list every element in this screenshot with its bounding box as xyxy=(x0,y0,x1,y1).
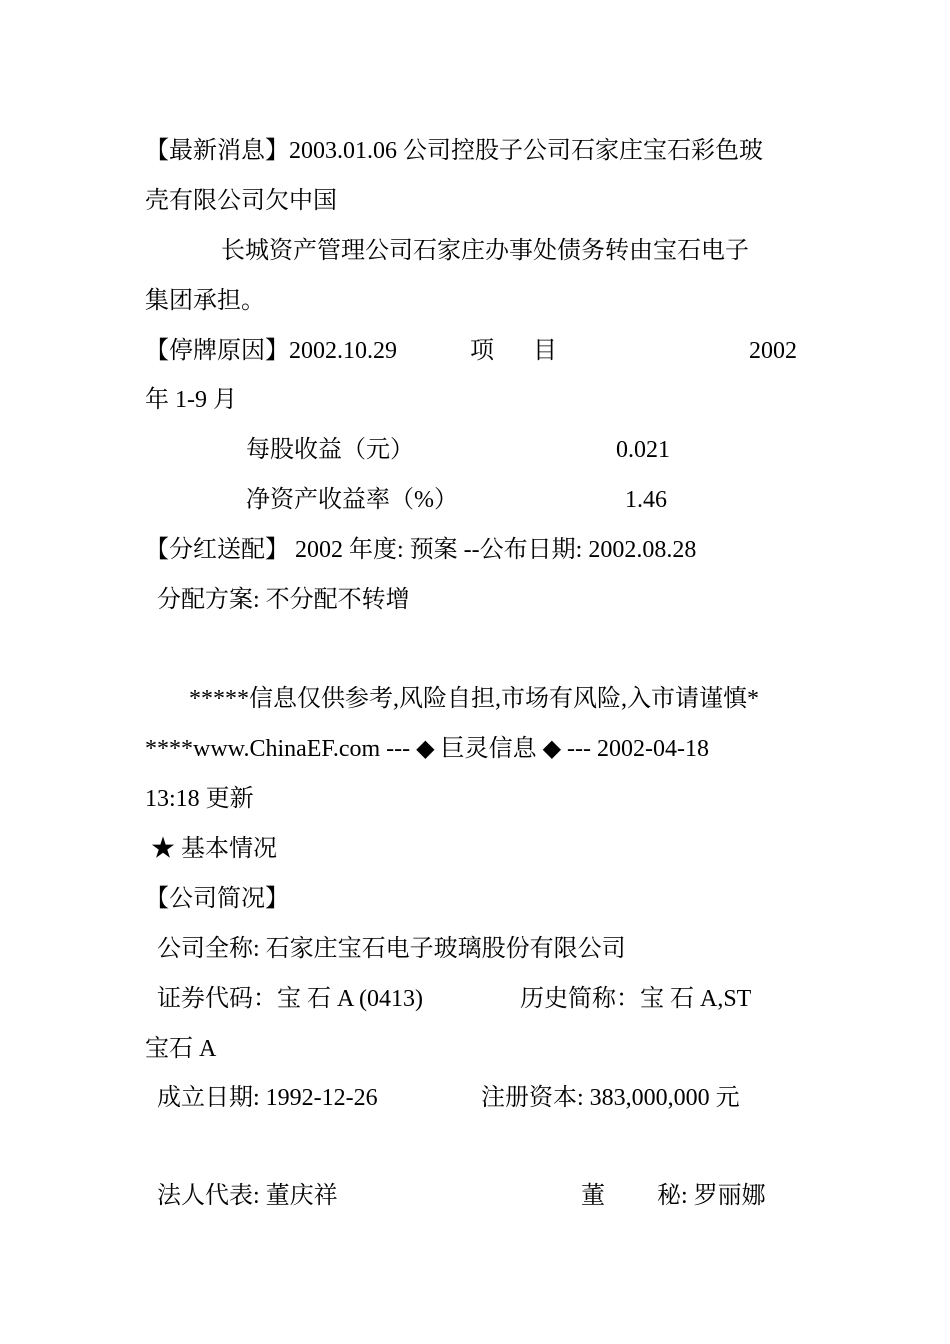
disclaimer-line-3: 13:18 更新 xyxy=(145,786,254,812)
eps-label: 每股收益（元） xyxy=(246,437,414,463)
roe-label: 净资产收益率（%） xyxy=(246,487,458,513)
suspension-label: 【停牌原因】2002.10.29 xyxy=(145,338,397,364)
history-name-cont: 宝石 A xyxy=(145,1036,217,1062)
history-name: 历史简称：宝 石 A,ST xyxy=(520,986,752,1012)
news-line-3: 长城资产管理公司石家庄办事处债务转由宝石电子 xyxy=(221,238,749,264)
news-line-2: 壳有限公司欠中国 xyxy=(145,188,337,214)
news-line-4: 集团承担。 xyxy=(145,288,265,314)
founded-date: 成立日期: 1992-12-26 xyxy=(157,1085,378,1111)
legal-representative: 法人代表: 董庆祥 xyxy=(157,1183,338,1209)
company-section-title: 【公司简况】 xyxy=(145,886,289,912)
secretary-label: 董 xyxy=(581,1183,605,1209)
secretary: 秘: 罗丽娜 xyxy=(657,1183,766,1209)
basic-heading: ★ 基本情况 xyxy=(151,836,277,862)
eps-value: 0.021 xyxy=(616,437,670,463)
suspension-col-item: 项 xyxy=(470,338,494,364)
company-full-name: 公司全称: 石家庄宝石电子玻璃股份有限公司 xyxy=(157,936,626,962)
disclaimer-line-1: *****信息仅供参考,风险自担,市场有风险,入市请谨慎* xyxy=(189,686,759,712)
registered-capital: 注册资本: 383,000,000 元 xyxy=(481,1085,740,1111)
news-line-1: 【最新消息】2003.01.06 公司控股子公司石家庄宝石彩色玻 xyxy=(145,138,763,164)
suspension-period: 年 1-9 月 xyxy=(145,387,237,413)
suspension-col-eye: 目 xyxy=(533,338,557,364)
roe-value: 1.46 xyxy=(625,487,667,513)
suspension-year: 2002 xyxy=(749,338,797,364)
disclaimer-line-2: ****www.ChinaEF.com --- ◆ 巨灵信息 ◆ --- 2002-04-18 xyxy=(145,736,710,762)
dividend-plan: 分配方案: 不分配不转增 xyxy=(157,587,410,613)
security-code: 证券代码：宝 石 A (0413) xyxy=(157,986,423,1012)
dividend-line: 【分红送配】 2002 年度: 预案 --公布日期: 2002.08.28 xyxy=(145,537,697,563)
